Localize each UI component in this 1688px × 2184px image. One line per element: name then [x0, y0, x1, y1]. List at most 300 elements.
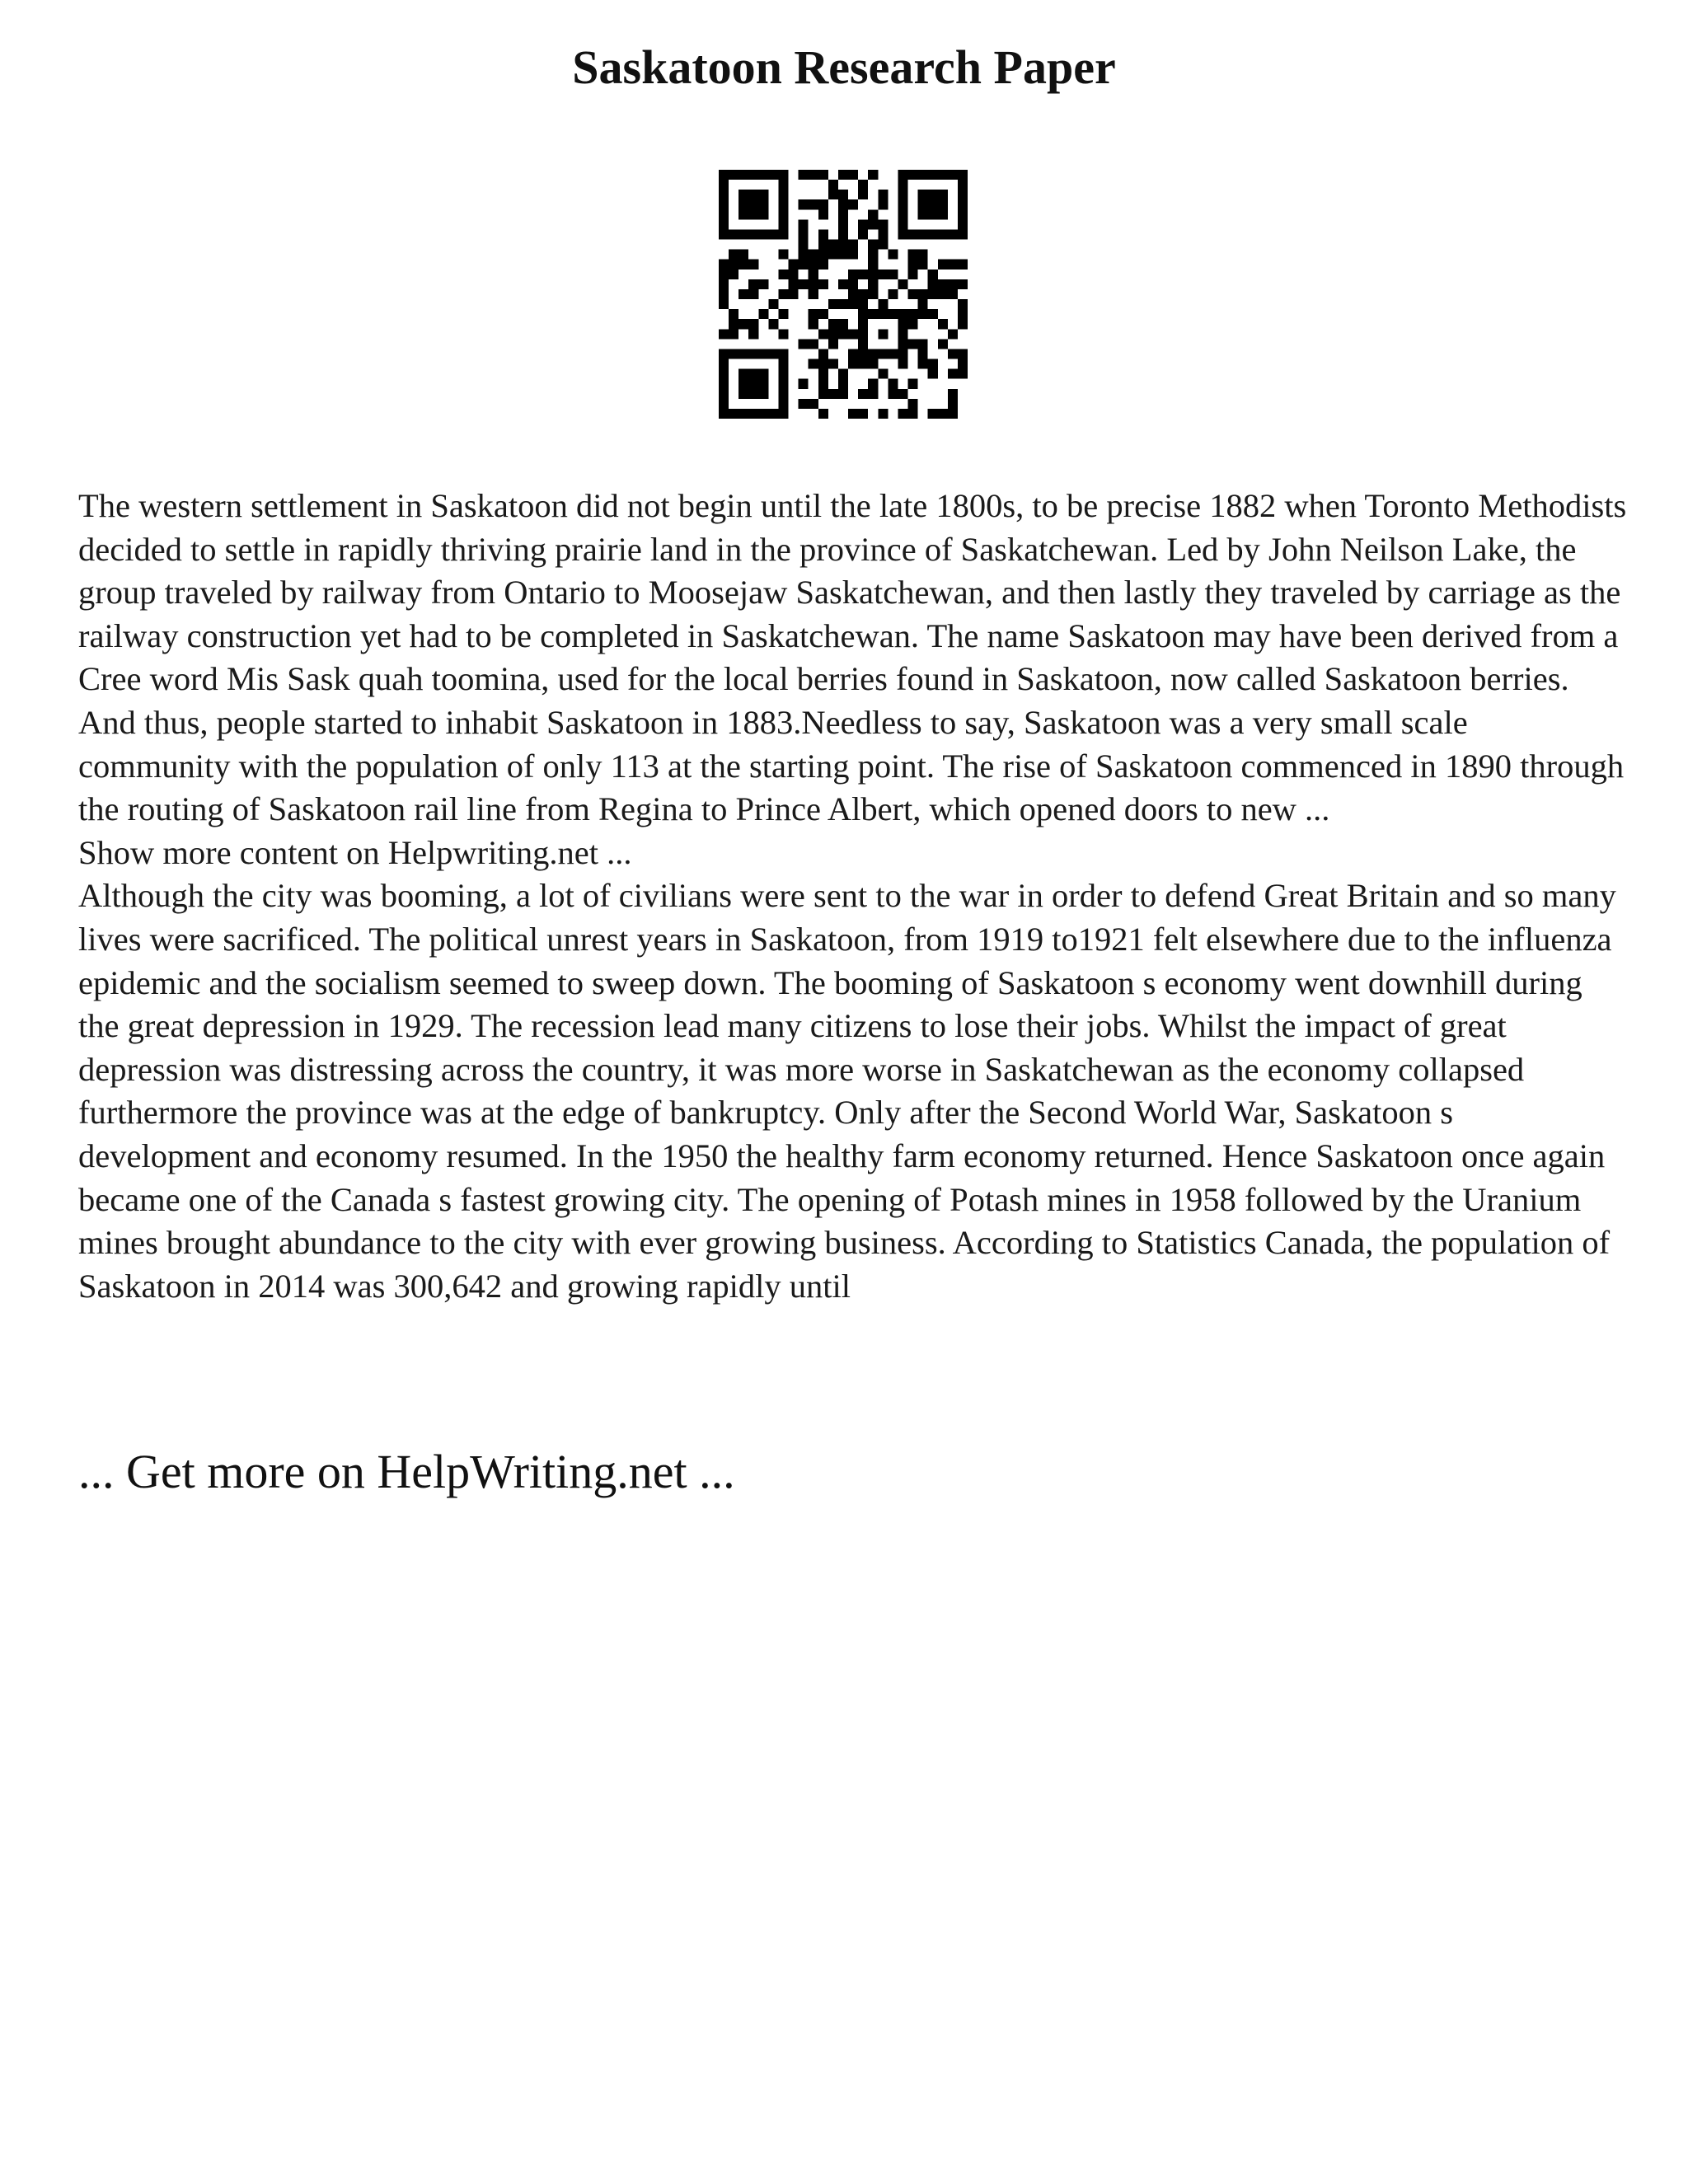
qr-module [838, 219, 848, 229]
qr-module [748, 349, 758, 359]
qr-module [719, 170, 729, 180]
qr-module [809, 339, 818, 349]
qr-module [799, 229, 809, 239]
qr-module [858, 289, 868, 299]
qr-module [738, 250, 748, 260]
qr-module [858, 180, 868, 190]
qr-module [719, 359, 729, 369]
qr-module [938, 190, 948, 199]
qr-module [928, 409, 938, 419]
qr-module [908, 379, 918, 389]
qr-module [719, 299, 729, 309]
qr-module [878, 349, 888, 359]
qr-module [858, 269, 868, 279]
qr-module [818, 379, 828, 389]
qr-module [918, 250, 928, 260]
qr-module [858, 229, 868, 239]
qr-module [818, 209, 828, 219]
qr-module [818, 229, 828, 239]
qr-module [858, 339, 868, 349]
qr-module [948, 170, 958, 180]
qr-module [878, 190, 888, 199]
qr-module [888, 309, 898, 319]
qr-module [738, 389, 748, 399]
qr-module [858, 349, 868, 359]
qr-module [908, 170, 918, 180]
qr-module [938, 339, 948, 349]
qr-module [958, 170, 968, 180]
qr-module [868, 279, 878, 289]
qr-module [828, 240, 838, 250]
qr-module [719, 349, 729, 359]
qr-module [858, 309, 868, 319]
qr-module [758, 369, 768, 379]
article-body [78, 485, 1628, 1308]
qr-module [758, 349, 768, 359]
qr-module [868, 250, 878, 260]
qr-module [818, 309, 828, 319]
qr-module [928, 359, 938, 369]
qr-module [898, 199, 907, 209]
qr-module [948, 279, 958, 289]
qr-module [928, 229, 938, 239]
qr-module [778, 269, 788, 279]
qr-module [778, 359, 788, 369]
qr-module [918, 199, 928, 209]
qr-module [809, 309, 818, 319]
qr-module [738, 260, 748, 269]
qr-module [838, 229, 848, 239]
qr-module [958, 209, 968, 219]
qr-code-graphic [719, 170, 968, 419]
qr-code-icon[interactable] [719, 170, 968, 419]
qr-module [818, 329, 828, 339]
qr-module [778, 229, 788, 239]
qr-module [848, 409, 858, 419]
qr-module [729, 309, 738, 319]
qr-module [918, 339, 928, 349]
qr-module [828, 319, 838, 329]
qr-module [848, 250, 858, 260]
qr-module [778, 399, 788, 409]
qr-module [928, 269, 938, 279]
qr-module [719, 409, 729, 419]
qr-module [818, 349, 828, 359]
qr-module [729, 269, 738, 279]
qr-module [758, 389, 768, 399]
qr-module [928, 279, 938, 289]
qr-module [958, 319, 968, 329]
qr-module [748, 170, 758, 180]
qr-module [809, 269, 818, 279]
qr-module [848, 170, 858, 180]
qr-module [738, 369, 748, 379]
qr-module [729, 250, 738, 260]
qr-module [778, 250, 788, 260]
qr-module [888, 269, 898, 279]
qr-module [848, 279, 858, 289]
qr-module [938, 209, 948, 219]
qr-module [868, 289, 878, 299]
qr-module [738, 379, 748, 389]
qr-module [748, 289, 758, 299]
qr-module [758, 229, 768, 239]
qr-module [778, 309, 788, 319]
qr-module [898, 389, 907, 399]
qr-module [958, 279, 968, 289]
qr-module [778, 409, 788, 419]
qr-module [748, 389, 758, 399]
qr-module [858, 409, 868, 419]
qr-module [729, 349, 738, 359]
qr-module [799, 260, 809, 269]
qr-module [778, 170, 788, 180]
qr-module [838, 250, 848, 260]
qr-module [898, 170, 907, 180]
qr-module [838, 170, 848, 180]
qr-module [838, 389, 848, 399]
qr-module [868, 309, 878, 319]
qr-module [719, 219, 729, 229]
qr-module [809, 359, 818, 369]
qr-module [858, 329, 868, 339]
qr-module [918, 289, 928, 299]
qr-module [898, 309, 907, 319]
qr-module [948, 399, 958, 409]
qr-module [858, 190, 868, 199]
qr-module [878, 409, 888, 419]
qr-module [738, 319, 748, 329]
qr-module [719, 329, 729, 339]
qr-module [758, 209, 768, 219]
qr-module [958, 299, 968, 309]
qr-module [789, 279, 799, 289]
qr-module [809, 250, 818, 260]
qr-module [719, 389, 729, 399]
qr-module [898, 359, 907, 369]
qr-module [908, 399, 918, 409]
qr-module [878, 240, 888, 250]
qr-module [799, 279, 809, 289]
qr-module [719, 199, 729, 209]
qr-module [878, 369, 888, 379]
qr-module [818, 199, 828, 209]
qr-module [818, 409, 828, 419]
qr-module [878, 329, 888, 339]
qr-module [748, 279, 758, 289]
qr-module [898, 219, 907, 229]
qr-module [789, 289, 799, 299]
qr-module [778, 349, 788, 359]
qr-module [928, 209, 938, 219]
qr-module [908, 309, 918, 319]
qr-module [838, 190, 848, 199]
qr-module [818, 389, 828, 399]
get-more-link[interactable]: ... Get more on HelpWriting.net ... [78, 1445, 735, 1498]
qr-module [809, 289, 818, 299]
qr-module [719, 289, 729, 299]
qr-module [948, 349, 958, 359]
qr-module [938, 170, 948, 180]
qr-module [948, 329, 958, 339]
qr-module [878, 229, 888, 239]
qr-module [898, 279, 907, 289]
qr-module [848, 269, 858, 279]
qr-module [818, 279, 828, 289]
qr-module [858, 389, 868, 399]
qr-module [719, 269, 729, 279]
qr-module [738, 190, 748, 199]
qr-module [809, 170, 818, 180]
qr-module [828, 359, 838, 369]
qr-module [938, 229, 948, 239]
qr-module [928, 369, 938, 379]
qr-module [748, 209, 758, 219]
paragraph: Although the city was booming, a lot of civilians were sent to the war in order to defend Great Britain and so many lives were sacrificed. The political unrest years in Saskatoon, from 1919 to1921 felt elsewhere due to the influenza epidemic and the socialism seemed to sweep down. The booming of Saskatoon s economy went downhill during the great depression in 1929. The recession lead many citizens to lose their jobs. Whilst the impact of great depression was distressing across the country, it was more worse in Saskatchewan as the economy collapsed furthermore the province was at the edge of bankruptcy. Only after the Second World War, Saskatoon s development and economy resumed. In the 1950 the healthy farm economy returned. Hence Saskatoon once again became one of the Canada s fastest growing city. The opening of Potash mines in 1958 followed by the Uranium mines brought abundance to the city with ever growing business. According to Statistics Canada, the population of Saskatoon in 2014 was 300,642 and growing rapidly until [78, 877, 1616, 1305]
qr-module [868, 209, 878, 219]
qr-module [958, 349, 968, 359]
qr-module [868, 269, 878, 279]
qr-module [799, 339, 809, 349]
qr-module [738, 229, 748, 239]
qr-module [898, 339, 907, 349]
qr-module [948, 409, 958, 419]
qr-module [729, 260, 738, 269]
qr-module [868, 219, 878, 229]
qr-module [848, 289, 858, 299]
qr-module [719, 369, 729, 379]
qr-module [878, 309, 888, 319]
qr-module [868, 379, 878, 389]
qr-module [748, 369, 758, 379]
qr-module [938, 199, 948, 209]
qr-module [828, 299, 838, 309]
qr-module [848, 199, 858, 209]
qr-module [898, 349, 907, 359]
qr-module [858, 359, 868, 369]
qr-module [729, 329, 738, 339]
qr-module [918, 209, 928, 219]
qr-module [948, 289, 958, 299]
qr-module [928, 289, 938, 299]
qr-module [778, 389, 788, 399]
qr-module [838, 329, 848, 339]
qr-module [748, 379, 758, 389]
qr-module [778, 209, 788, 219]
qr-module [838, 240, 848, 250]
qr-module [828, 329, 838, 339]
qr-module [738, 409, 748, 419]
qr-module [838, 379, 848, 389]
qr-module [938, 260, 948, 269]
qr-module [878, 199, 888, 209]
qr-module [908, 260, 918, 269]
qr-module [818, 260, 828, 269]
qr-module [958, 260, 968, 269]
qr-module [719, 279, 729, 289]
qr-module [838, 209, 848, 219]
qr-module [778, 180, 788, 190]
qr-module [898, 229, 907, 239]
qr-module [898, 180, 907, 190]
qr-module [918, 299, 928, 309]
show-more-link[interactable]: Show more content on Helpwriting.net ... [78, 833, 632, 871]
qr-module [809, 260, 818, 269]
qr-module [868, 359, 878, 369]
qr-module [768, 409, 778, 419]
qr-module [768, 170, 778, 180]
qr-module [838, 299, 848, 309]
qr-module [758, 279, 768, 289]
qr-module [878, 269, 888, 279]
qr-module [729, 409, 738, 419]
qr-module [908, 289, 918, 299]
paragraph: The western settlement in Saskatoon did not begin until the late 1800s, to be precise 1882 when Toronto Methodists decided to settle in rapidly thriving prairie land in the province of Saskatchewan. Led by John Neilson Lake, the group traveled by railway from Ontario to Moosejaw Saskatchewan, and then lastly they traveled by carriage as the railway construction yet had to be completed in Saskatchewan. The name Saskatoon may have been derived from a Cree word Mis Sask quah toomina, used for the local berries found in Saskatoon, now called Saskatoon berries. And thus, people started to inhabit Saskatoon in 1883.Needless to say, Saskatoon was a very small scale community with the population of only 113 at the starting point. The rise of Saskatoon commenced in 1890 through the routing of Saskatoon rail line from Regina to Prince Albert, which opened doors to new ... [78, 487, 1627, 828]
qr-module [818, 250, 828, 260]
qr-module [828, 389, 838, 399]
qr-module [778, 289, 788, 299]
qr-module [789, 260, 799, 269]
qr-module [738, 289, 748, 299]
qr-module [799, 250, 809, 260]
qr-module [938, 319, 948, 329]
qr-module [948, 389, 958, 399]
qr-module [868, 260, 878, 269]
qr-module [868, 170, 878, 180]
qr-module [898, 319, 907, 329]
qr-module [818, 240, 828, 250]
qr-module [908, 339, 918, 349]
qr-module [778, 190, 788, 199]
qr-module [828, 250, 838, 260]
qr-module [908, 269, 918, 279]
qr-module [868, 389, 878, 399]
qr-module [818, 170, 828, 180]
qr-module [908, 409, 918, 419]
qr-module [778, 369, 788, 379]
qr-module [838, 319, 848, 329]
qr-module [758, 199, 768, 209]
qr-module [948, 369, 958, 379]
qr-module [888, 289, 898, 299]
qr-module [778, 199, 788, 209]
qr-module [838, 199, 848, 209]
qr-module [748, 229, 758, 239]
qr-module [758, 170, 768, 180]
qr-module [778, 379, 788, 389]
qr-module [758, 190, 768, 199]
qr-module [908, 250, 918, 260]
qr-module [758, 379, 768, 389]
qr-module [729, 229, 738, 239]
qr-module [748, 190, 758, 199]
qr-module [778, 219, 788, 229]
qr-module [738, 209, 748, 219]
qr-module [828, 180, 838, 190]
qr-module [918, 190, 928, 199]
qr-module [898, 329, 907, 339]
qr-module [818, 359, 828, 369]
qr-module [958, 309, 968, 319]
qr-module [719, 229, 729, 239]
qr-module [858, 219, 868, 229]
qr-module [958, 199, 968, 209]
qr-module [958, 369, 968, 379]
qr-module [848, 240, 858, 250]
qr-module [908, 319, 918, 329]
qr-module [928, 199, 938, 209]
qr-module [719, 209, 729, 219]
qr-module [898, 190, 907, 199]
qr-module [918, 359, 928, 369]
qr-module [948, 260, 958, 269]
qr-module [888, 379, 898, 389]
qr-module [809, 199, 818, 209]
qr-module [799, 379, 809, 389]
qr-module [799, 219, 809, 229]
qr-module [928, 309, 938, 319]
qr-module [768, 229, 778, 239]
qr-module [799, 199, 809, 209]
qr-module [768, 349, 778, 359]
qr-module [938, 289, 948, 299]
qr-module [838, 279, 848, 289]
qr-module [719, 190, 729, 199]
qr-module [868, 349, 878, 359]
qr-module [858, 299, 868, 309]
qr-module [938, 409, 948, 419]
qr-module [719, 180, 729, 190]
qr-module [768, 319, 778, 329]
qr-module [768, 299, 778, 309]
qr-module [888, 250, 898, 260]
qr-module [948, 229, 958, 239]
qr-module [789, 269, 799, 279]
qr-module [719, 379, 729, 389]
qr-module [848, 349, 858, 359]
qr-module [888, 349, 898, 359]
qr-module [918, 170, 928, 180]
qr-module [778, 329, 788, 339]
qr-module [838, 369, 848, 379]
qr-module [738, 349, 748, 359]
qr-module [848, 329, 858, 339]
qr-module [818, 369, 828, 379]
qr-module [828, 190, 838, 199]
qr-module [828, 339, 838, 349]
qr-module [809, 399, 818, 409]
qr-module [719, 260, 729, 269]
page-title: Saskatoon Research Paper [572, 40, 1116, 94]
qr-module [719, 399, 729, 409]
qr-module [958, 180, 968, 190]
qr-module [958, 219, 968, 229]
qr-module [748, 319, 758, 329]
qr-module [928, 170, 938, 180]
qr-module [848, 299, 858, 309]
qr-module [799, 240, 809, 250]
qr-module [738, 199, 748, 209]
qr-module [799, 170, 809, 180]
qr-module [898, 209, 907, 219]
qr-module [729, 319, 738, 329]
qr-module [748, 329, 758, 339]
qr-module [748, 199, 758, 209]
qr-module [928, 190, 938, 199]
qr-module [809, 319, 818, 329]
qr-module [888, 389, 898, 399]
qr-module [848, 359, 858, 369]
